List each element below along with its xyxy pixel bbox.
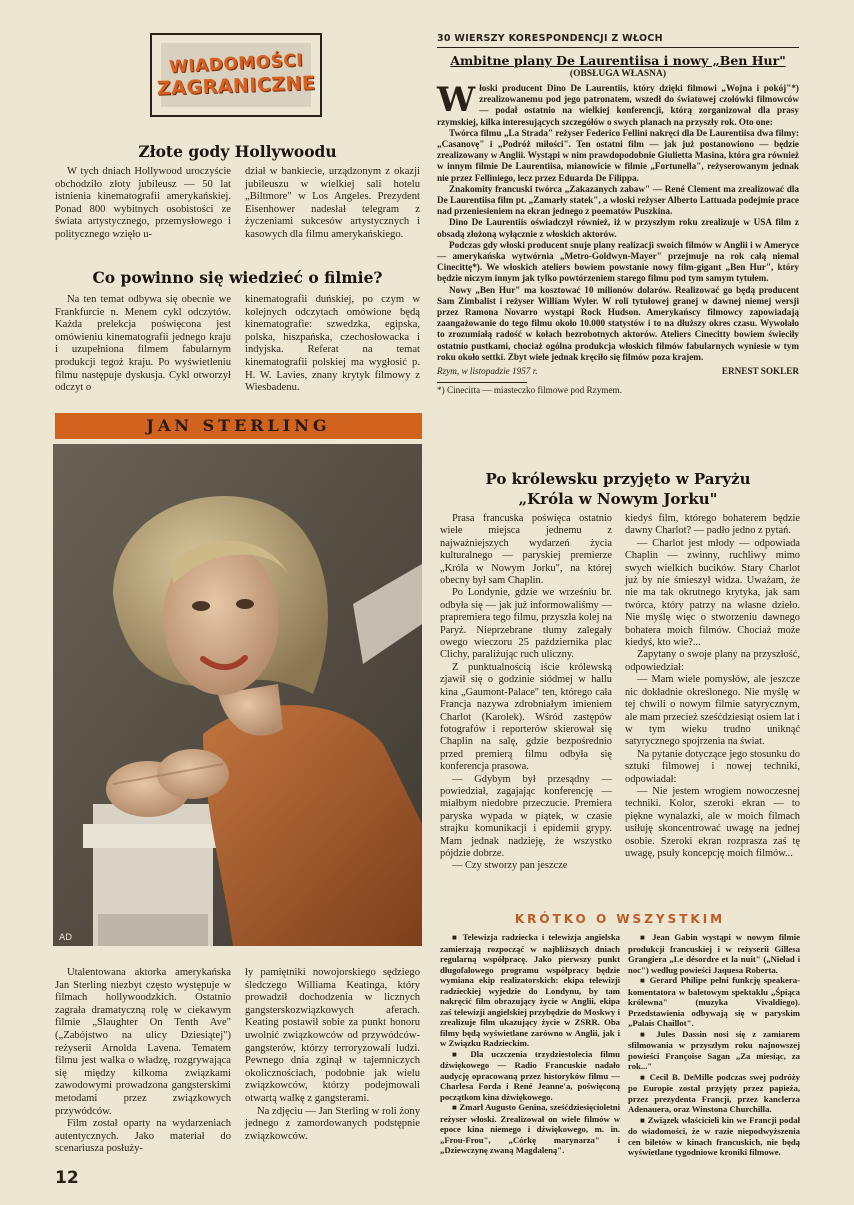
short-news-item: ■ Dla uczczenia trzydziestolecia filmu dźwiękowego — Radio Francuskie nadało audycję opracowaną przez historyków filmu — Charlesa Forda i René Jeanne'a, poświęconą początkom kina dźwiękowego. bbox=[440, 1049, 620, 1103]
chaplin-col1-p4: — Gdybym był przesądny — powiedział, zagajając konferencję — miałbym niedobre przeczucie. Premiera paryska wypada w piątek, w czasie strajku komunikacji i epidemii grypy. Mam jednak nadzieję, że wszystko pójdzie dobrze. bbox=[440, 773, 612, 859]
footnote-rule bbox=[437, 382, 527, 383]
laurentiis-p1: łoski producent Dino De Laurentiis, który dzięki filmowi „Wojna i pokój"*) zrealizowanemu pod jego patronatem, wszedł do światowej czołówki filmowców — podał ostatnio na wielkiej konferencji, którą zorganizował dla prasy rzymskiej, kilka interesujących szczegółów o swych planach na przyszły rok. Oto one: bbox=[437, 83, 799, 127]
section-logo bbox=[150, 33, 322, 117]
chaplin-col1-p2: Po Londynie, gdzie we wrześniu br. odbyła się — jak już informowaliśmy — prapremiera tego filmu, przyszła kolej na Paryż. Nieprzebrane tłumy zalegały owego wieczoru 25 października plac Clichy, paraliżując ruch uliczny. bbox=[440, 587, 612, 661]
chaplin-col2-p6: — Nie jestem wrogiem nowoczesnej techniki. Kolor, szeroki ekran — to piękne wynalazki, ale w moich filmach usiłuję skoncentrować uwagę na jednej osobie. Szeroki ekran rozprasza zaś tę uwagę, psuły koncepcję moich filmów... bbox=[625, 785, 800, 859]
chaplin-title-2: „Króla w Nowym Jorku" bbox=[518, 490, 718, 508]
golden-jubilee-col1 bbox=[55, 166, 231, 242]
chaplin-col1-p5: — Czy stworzy pan jeszcze bbox=[452, 860, 568, 872]
short-news-item: ■ Jean Gabin wystąpi w nowym filmie produkcji francuskiej i w reżyserii Gillesa Grangiera „Le désordre et la nuit" („Nieład i noc") według powieści Jaquesa Roberta. bbox=[628, 932, 800, 975]
laurentiis-body bbox=[437, 80, 799, 396]
logo-line2: ZAGRANICZNE bbox=[156, 72, 316, 100]
short-news-item: ■ Związek właścicieli kin we Francji podał do wiadomości, że w razie niepodwyższenia cen biletów w kinach francuskich, nie będą wyświetlane tygodniowe kroniki filmowe. bbox=[628, 1115, 800, 1158]
short-news-item: ■ Zmarł Augusto Genina, sześćdziesięcioletni reżyser włoski. Zrealizował on wiele filmów w epoce kina niemego i dźwiękowego, m. in. „Frou-Frou", „Córkę marynarza" i „Dziewczynę zwaną Magdaleną". bbox=[440, 1102, 620, 1156]
short-news-item: ■ Gerard Philipe pełni funkcję speakera-komentatora w baletowym spektaklu „Śpiąca królewna" (muzyka Vivaldiego). Przedstawienia odbywają się w paryskim „Palais Chaillot". bbox=[628, 975, 800, 1029]
jan-sterling-text2b: Na zdjęciu — Jan Sterling w roli żony jednego z zamordowanych podstępnie związkowców. bbox=[245, 1105, 420, 1142]
chaplin-col1-p1: Prasa francuska poświęca ostatnio wiele miejsca jednemu z najważniejszych wydarzeń życia kulturalnego — paryskiej premierze „Króla w Nowym Jorku", na której obecny był sam Chaplin. bbox=[440, 513, 612, 587]
laurentiis-p2: Twórca filmu „La Strada" reżyser Federico Fellini nakręci dla De Laurentiisa dwa filmy: „Casanovę" i „Podróż miłości". Ten ostatni film — jak już postanowiono — będzie zrealizowany w Anglii. Wystąpi w nim prawdopodobnie Giulietta Masina, która gra również w innym filmie De Laurentiisa, mianowicie w filmie „Fortunella", reżyserowanym jednak nie przez Felliniego, lecz przez Eduarda De Filippa. bbox=[437, 127, 799, 183]
top-right-label: 30 WIERSZY KORESPONDENCJI Z WŁOCH bbox=[437, 33, 663, 44]
golden-jubilee-text1: W tych dniach Hollywood uroczyście obchodziło złoty jubileusz — 50 lat istnienia kinematografii amerykańskiej. Ponad 800 wybitnych osobistości ze świata artystycznego, przemysłowego i politycznego wzięło u- bbox=[55, 166, 231, 240]
golden-jubilee-title: Złote gody Hollywoodu bbox=[138, 142, 337, 161]
film-knowledge-text1: Na ten temat odbywa się obecnie we Frankfurcie n. Menem cykl odczytów. Każda prelekcja poświęcona jest omówieniu kinematografii jednego kraju i uzupełniona filmem fabularnym produkcji tegoż kraju. Po wyświetleniu filmu następuje dyskusja. Cykl otworzył odczyt o bbox=[55, 294, 231, 394]
laurentiis-footnote: *) Cinecitta — miasteczko filmowe pod Rzymem. bbox=[437, 385, 622, 396]
laurentiis-p5: Podczas gdy włoski producent snuje plany realizacji swoich filmów w Anglii i w Ameryce — amerykańska wytwórnia „Metro-Goldwyn-Mayer" przejmuje na rok całą niemal Cinecittę*). We włoskich ateliers bowiem powstanie nowy film-gigant „Ben Hur", który będzie niczym innym jak tylko powtórzeniem starego filmu pod tym samym tytułem. bbox=[437, 239, 799, 284]
laurentiis-author: ERNEST SOKLER bbox=[721, 366, 799, 377]
photo-signature: AD bbox=[59, 933, 73, 943]
chaplin-col2-p1: kiedyś film, którego bohaterem będzie dawny Charlot? — padło jedno z pytań. bbox=[625, 513, 800, 537]
chaplin-col1-p3: Z punktualnością iście królewską zjawił się o godzinie siódmej w hallu kina „Gaumont-Palace" ten, którego cała Francja nazywa zdrobniałym imieniem Charlot (Karolek). Wśród zastępów fotografów i reporterów skierował się Chaplin na salę, gdzie bezpośrednio przed premierą filmu odbyła się konferencja prasowa. bbox=[440, 661, 612, 773]
jan-sterling-col1 bbox=[55, 967, 231, 1156]
film-knowledge-col2 bbox=[245, 294, 420, 395]
logo-line1: WIADOMOŚCI bbox=[168, 50, 304, 78]
jan-sterling-text1: Utalentowana aktorka amerykańska Jan Sterling niezbyt często występuje w filmach hollywoodzkich. Ostatnio zagrała dramatyczną rolę w ciekawym filmie „Slaughter On Tenth Ave" („Zabójstwo na ulicy Dziesiątej") reżyserii Arnolda Lavena. Tematem filmu jest walka o władzę, rozgrywająca się między kilkoma związkami zawodowymi prowadzona gangsterskimi metodami przez związkowych przywódców. bbox=[55, 967, 231, 1117]
header-rule bbox=[437, 47, 799, 48]
short-news-item: ■ Jules Dassin nosi się z zamiarem sfilmowania w przyszłym roku najnowszej powieści Françoise Sagan „Za miesiąc, za rok..." bbox=[628, 1029, 800, 1072]
chaplin-col2-p5: Na pytanie dotyczące jego stosunku do sztuki filmowej i nowej techniki, odpowiadał: bbox=[625, 748, 800, 785]
short-news-item: ■ Cecil B. DeMille podczas swej podróży po Europie został przyjęty przez papieża, przez prezydenta Francji, przez kanclerza Adenauera, oraz Winstona Churchilla. bbox=[628, 1072, 800, 1115]
golden-jubilee-col2 bbox=[245, 166, 420, 242]
jan-sterling-photo bbox=[53, 444, 422, 946]
laurentiis-dropcap: W bbox=[437, 80, 476, 120]
laurentiis-p3: Znakomity francuski twórca „Zakazanych zabaw" — René Clement ma zrealizować dla De Laurentiisa film pt. „Zamarły statek", a włoski reżyser Alberto Lattuada podejmie prace nad przeniesieniem na ekran jednego z poematów Puszkina. bbox=[437, 183, 799, 217]
laurentiis-p4: Dino De Laurentiis oświadczył również, iż w przyszłym roku zrealizuje w USA film z obsadą złożoną wyłącznie z włoskich aktorów. bbox=[437, 217, 799, 239]
short-news-title: KRÓTKO O WSZYSTKIM bbox=[514, 912, 726, 926]
jan-sterling-banner: JAN STERLING bbox=[55, 413, 422, 439]
film-knowledge-col1 bbox=[55, 294, 231, 395]
short-news-right bbox=[628, 932, 800, 1158]
short-news-left bbox=[440, 932, 620, 1156]
golden-jubilee-text2: dział w bankiecie, urządzonym z okazji jubileuszu w wielkiej sali hotelu „Biltmore" w Los Angeles. Prezydent Eisenhower nadesłał telegram z życzeniami sukcesów artystycznych i kasowych dla filmu amerykańskiego. bbox=[245, 166, 420, 240]
chaplin-title-1: Po królewsku przyjęto w Paryżu bbox=[485, 470, 751, 488]
laurentiis-title: Ambitne plany De Laurentiisa i nowy „Ben Hur" bbox=[450, 53, 786, 68]
laurentiis-dateline: Rzym, w listopadzie 1957 r. bbox=[437, 366, 538, 377]
portrait-illustration bbox=[53, 444, 422, 946]
chaplin-col2 bbox=[625, 513, 800, 860]
laurentiis-subtitle: (OBSŁUGA WŁASNA) bbox=[569, 69, 667, 79]
chaplin-col2-p3: Zapytany o swoje plany na przyszłość, odpowiedział: bbox=[625, 649, 800, 673]
chaplin-col2-p4: — Mam wiele pomysłów, ale jeszcze nic dokładnie określonego. Nie myślę w tej chwili o nowym filmie satyrycznym, ale mam przecież sześćdziesiąt osiem lat i w tym wieku trudno uniknąć satyrycznego spojrzenia na świat. bbox=[625, 674, 800, 748]
chaplin-col2-p2: — Charlot jest młody — odpowiada Chaplin — zwinny, ruchliwy mimo swych wielkich bucików. Stary Charlot już by nie śmieszył widza. Uważam, że nie ma tak okrutnego krytyka, jak sam twórca, który patrzy na własne dzieło. Nie myślę więc o stworzeniu dawnego bohatera moich filmów. Chociaż może kiedyś, kto wie?... bbox=[625, 537, 800, 649]
chaplin-col1 bbox=[440, 513, 612, 873]
film-knowledge-title: Co powinno się wiedzieć o filmie? bbox=[92, 268, 383, 287]
page-number: 12 bbox=[55, 1168, 79, 1188]
short-news-item: ■ Telewizja radziecka i telewizja angielska zamierzają rozpocząć w najbliższych dniach regularną współpracę. Jako pierwszy punkt długofalowego programu współpracy będzie wymiana ekip realizatorskich: ekipa telewizji radzieckiej wyjedzie do Londynu, by tam nakręcić film obrazujący życie w Anglii, ekipa zaś telewizji angielskiej przybędzie do Moskwy i zrealizuje film ukazujący życie w ZSRR. Oba filmy będą wyświetlane zarówno w Anglii, jak i w Związku Radzieckim. bbox=[440, 932, 620, 1049]
logo-badge bbox=[156, 43, 316, 107]
jan-sterling-col2 bbox=[245, 967, 420, 1143]
laurentiis-p6: Nowy „Ben Hur" ma kosztować 10 milionów dolarów. Realizować go będą producent Sam Zimbalist i reżyser William Wyler. W roli tytułowej granej w dawnej niemej wersji przez Ramona Novarro wystąpi Rock Hudson. Amerykańscy filmowcy zapowiadają zaangażowanie do tego filmu około 10.000 statystów i to na dłuższy okres czasu. Wywołało to zrozumiałą radość w kołach bezrobotnych aktorów. Ateliers Cinecitty bowiem świeciły ostatnio pustkami, chociaż ogólna produkcja włoskich filmów fabularnych wyniesie w tym roku około settki. Zbyt wiele jednak kręciło się filmów poza krajem. bbox=[437, 284, 799, 362]
film-knowledge-text2: kinematografii duńskiej, po czym w kolejnych odczytach omówione będą kinematografie: szwedzka, egipska, polska, hiszpańska, czechosłowacka i indyjska. Referat na temat kinematografii polskiej ma wygłosić p. H. W. Lavies, znany krytyk filmowy z Wiesbadenu. bbox=[245, 294, 420, 394]
jan-sterling-text1b: Film został oparty na wydarzeniach autentycznych. Jako materiał do scenariusza posłuży- bbox=[55, 1118, 231, 1155]
jan-sterling-text2: ły pamiętniki nowojorskiego sędziego śledczego Williama Keatinga, który prowadził dochodzenia w licznych gangsterskozwiązkowych aferach. Keating postawił sobie za punkt honoru uwolnić związkowców od przywódców-gangsterów, którzy terroryzowali ludzi. Pewnego dnia zginął w tajemniczych okolicznościach, podobnie jak wielu związkowców, którzy podejmowali otwartą walkę z gangsterami. bbox=[245, 967, 420, 1104]
